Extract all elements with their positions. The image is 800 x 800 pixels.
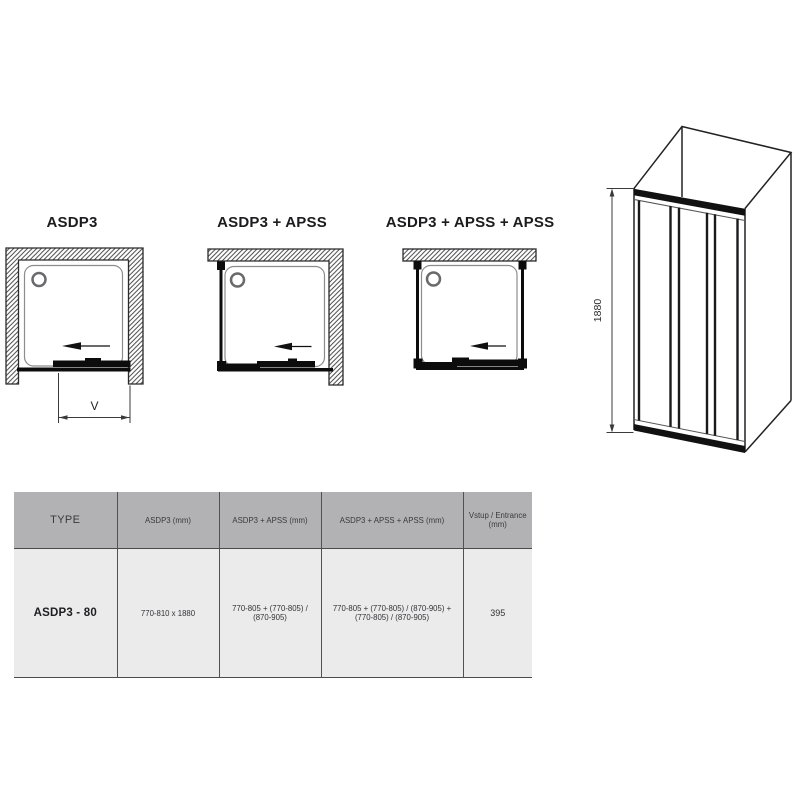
top-view-asdp3 xyxy=(6,248,143,423)
dim-arrow-right xyxy=(121,415,130,419)
cell-asdp3-apss-size: 770-805 + (770-805) / (870-905) xyxy=(219,549,321,678)
diagram-title-asdp3-apss-apss: ASDP3 + APSS + APSS xyxy=(385,214,555,231)
drain-icon xyxy=(231,274,244,287)
diagram-title-asdp3-apss: ASDP3 + APSS xyxy=(217,214,327,231)
height-dimension xyxy=(607,189,634,433)
col-header-type: TYPE xyxy=(14,492,117,549)
apss-fixed-wall-right xyxy=(518,261,527,369)
top-view-asdp3-apss xyxy=(208,249,343,385)
wall-hatch xyxy=(403,249,536,261)
cell-entrance-width: 395 xyxy=(463,549,532,678)
drain-icon xyxy=(427,273,440,286)
entrance-dimension-label: V xyxy=(90,399,99,413)
height-dimension-label: 1880 xyxy=(592,298,604,323)
col-header-asdp3: ASDP3 (mm) xyxy=(117,492,219,549)
dim-arrow-down xyxy=(610,425,615,433)
col-header-asdp3-apss-apss: ASDP3 + APSS + APSS (mm) xyxy=(321,492,463,549)
table-header-row xyxy=(14,492,532,549)
box-bottom-right-edge xyxy=(745,401,791,453)
table-row xyxy=(14,549,532,678)
cell-type: ASDP3 - 80 xyxy=(14,549,117,678)
col-header-asdp3-apss: ASDP3 + APSS (mm) xyxy=(219,492,321,549)
entrance-dimension xyxy=(59,373,131,423)
cell-asdp3-apss-apss-size: 770-805 + (770-805) / (870-905) + (770-805) / (870-905) xyxy=(321,549,463,678)
drain-icon xyxy=(33,273,46,286)
dim-arrow-up xyxy=(610,189,615,197)
col-header-entrance: Vstup / Entrance (mm) xyxy=(463,492,532,549)
dim-arrow-left xyxy=(59,415,68,419)
cell-asdp3-size: 770-810 x 1880 xyxy=(117,549,219,678)
elevation-3d-view xyxy=(607,127,792,454)
diagram-title-asdp3: ASDP3 xyxy=(46,214,98,231)
door-panel-frames xyxy=(639,201,738,441)
size-table xyxy=(14,492,532,678)
top-view-asdp3-apss-apss xyxy=(403,249,536,370)
